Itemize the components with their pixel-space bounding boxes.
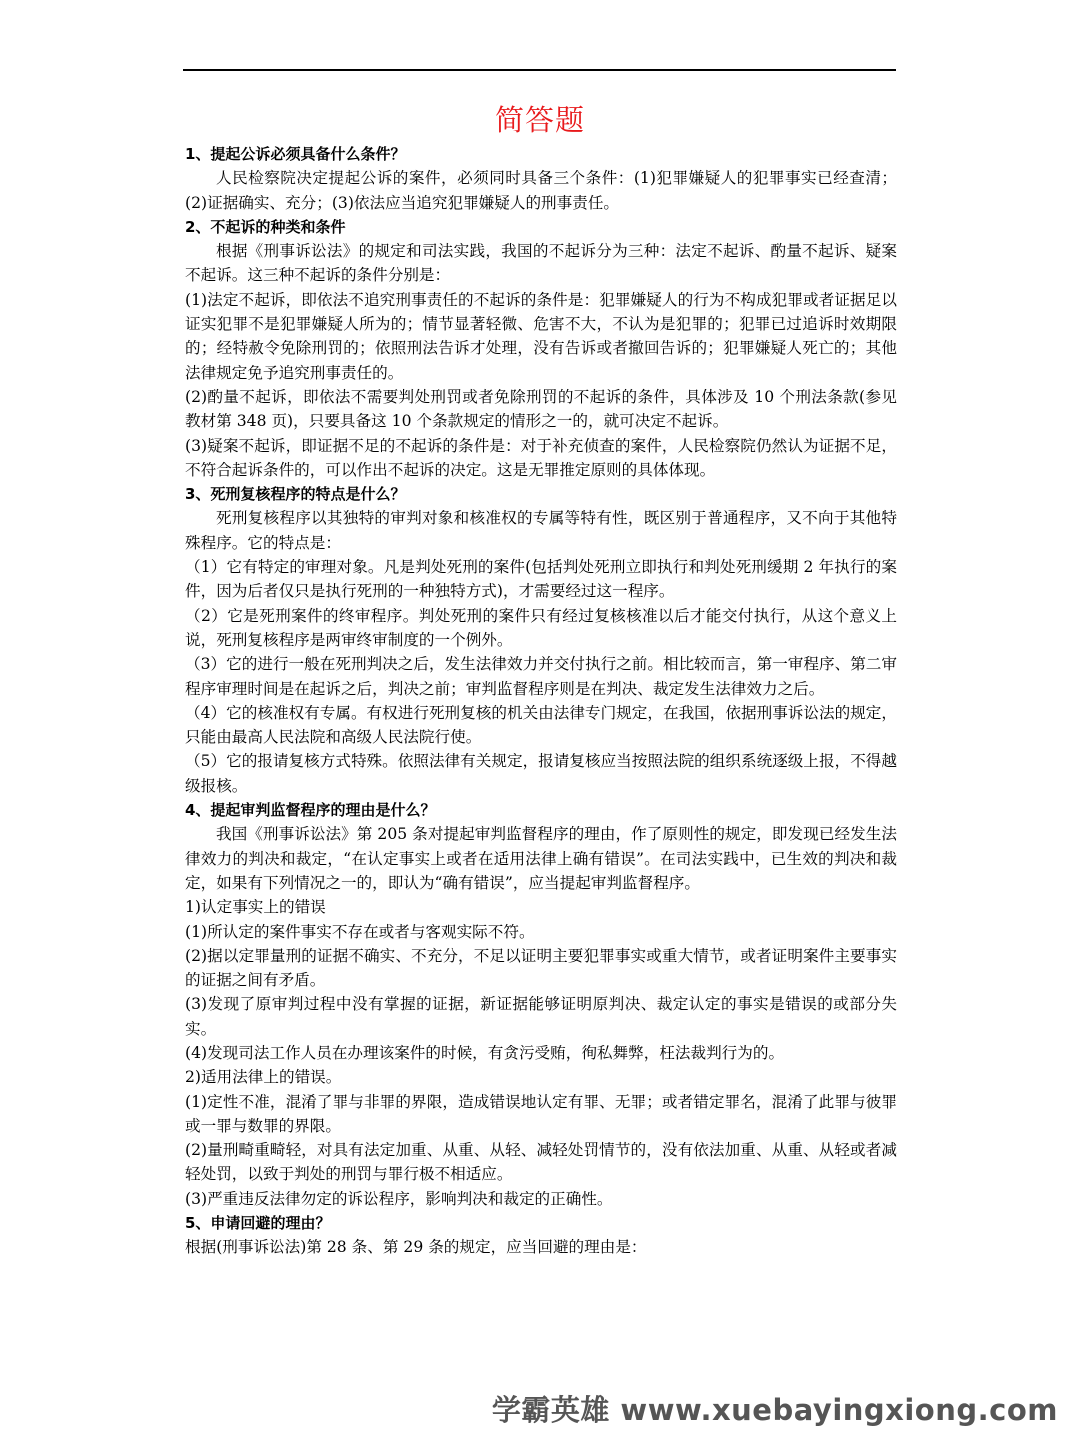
paragraph: （3）它的进行一般在死刑判决之后，发生法律效力并交付执行之前。相比较而言，第一审程序、第二审程序审理时间是在起诉之后，判决之前；审判监督程序则是在判决、裁定发生法律效力之后。: [185, 655, 897, 698]
paragraph: (1)所认定的案件事实不存在或者与客观实际不符。: [185, 922, 535, 941]
question-5-heading: 5、申请回避的理由？: [185, 1214, 331, 1233]
page-title: 简答题: [494, 103, 585, 137]
paragraph: 根据《刑事诉讼法》的规定和司法实践，我国的不起诉分为三种：法定不起诉、酌量不起诉、疑案不起诉。这三种不起诉的条件分别是：: [185, 242, 897, 285]
paragraph: （5）它的报请复核方式特殊。依照法律有关规定，报请复核应当按照法院的组织系统逐级上报，不得越级报核。: [185, 752, 897, 795]
document-body: [185, 142, 897, 1260]
paragraph: 根据(刑事诉讼法)第 28 条、第 29 条的规定，应当回避的理由是：: [185, 1238, 647, 1257]
question-2-heading: 2、不起诉的种类和条件: [185, 217, 346, 236]
paragraph: (1)法定不起诉，即依法不追究刑事责任的不起诉的条件是：犯罪嫌疑人的行为不构成犯罪或者证据足以证实犯罪不是犯罪嫌疑人所为的；情节显著轻微、危害不大，不认为是犯罪的；犯罪已过追诉时效期限的；经特赦令免除刑罚的；依照刑法告诉才处理，没有告诉或者撤回告诉的；犯罪嫌疑人死亡的；其他法律规定免予追究刑事责任的。: [185, 290, 897, 382]
paragraph: (2)量刑畸重畸轻，对具有法定加重、从重、从轻、减轻处罚情节的，没有依法加重、从重、从轻或者减轻处罚，以致于判处的刑罚与罪行极不相适应。: [185, 1141, 897, 1184]
paragraph: 我国《刑事诉讼法》第 205 条对提起审判监督程序的理由，作了原则性的规定，即发现已经发生法律效力的判决和裁定，“在认定事实上或者在适用法律上确有错误”。在司法实践中，已生效的判决和裁定，如果有下列情况之一的，即认为“确有错误”，应当提起审判监督程序。: [185, 825, 897, 892]
paragraph: (2)酌量不起诉，即依法不需要判处刑罚或者免除刑罚的不起诉的条件，具体涉及 10 个刑法条款(参见教材第 348 页)，只要具备这 10 个条款规定的情形之一的，就可决定不起诉。: [185, 387, 897, 431]
header-rule: [183, 69, 896, 71]
paragraph: （2）它是死刑案件的终审程序。判处死刑的案件只有经过复核核准以后才能交付执行，从这个意义上说，死刑复核程序是两审终审制度的一个例外。: [185, 606, 897, 649]
paragraph: (3)严重违反法律勿定的诉讼程序，影响判决和裁定的正确性。: [185, 1189, 613, 1208]
paragraph: (4)发现司法工作人员在办理该案件的时候，有贪污受贿，徇私舞弊，枉法裁判行为的。: [185, 1043, 785, 1062]
site-watermark: 学霸英雄 www.xuebayingxiong.com: [491, 1393, 1058, 1427]
paragraph: （1）它有特定的审理对象。凡是判处死刑的案件(包括判处死刑立即执行和判处死刑缓期 2 年执行的案件，因为后者仅只是执行死刑的一种独特方式)，才需要经过这一程序。: [185, 558, 897, 601]
question-3-heading: 3、死刑复核程序的特点是什么？: [185, 485, 406, 504]
paragraph: 人民检察院决定提起公诉的案件，必须同时具备三个条件：(1)犯罪嫌疑人的犯罪事实已经查清；(2)证据确实、充分；(3)依法应当追究犯罪嫌疑人的刑事责任。: [185, 169, 897, 212]
paragraph: (1)定性不准，混淆了罪与非罪的界限，造成错误地认定有罪、无罪；或者错定罪名，混淆了此罪与彼罪或一罪与数罪的界限。: [185, 1092, 897, 1135]
paragraph: 1)认定事实上的错误: [185, 898, 326, 917]
question-4-heading: 4、提起审判监督程序的理由是什么？: [185, 801, 436, 820]
paragraph: 2)适用法律上的错误。: [185, 1068, 342, 1087]
paragraph: (3)疑案不起诉，即证据不足的不起诉的条件是：对于补充侦查的案件，人民检察院仍然认为证据不足，不符合起诉条件的，可以作出不起诉的决定。这是无罪推定原则的具体体现。: [185, 436, 897, 479]
paragraph: (2)据以定罪量刑的证据不确实、不充分，不足以证明主要犯罪事实或重大情节，或者证明案件主要事实的证据之间有矛盾。: [185, 946, 897, 990]
paragraph: (3)发现了原审判过程中没有掌握的证据，新证据能够证明原判决、裁定认定的事实是错误的或部分失实。: [185, 995, 897, 1038]
paragraph: （4）它的核准权有专属。有权进行死刑复核的机关由法律专门规定，在我国，依据刑事诉讼法的规定，只能由最高人民法院和高级人民法院行使。: [185, 703, 897, 747]
paragraph: 死刑复核程序以其独特的审判对象和核准权的专属等特有性，既区别于普通程序，又不向于其他特殊程序。它的特点是：: [185, 509, 897, 552]
question-1-heading: 1、提起公诉必须具备什么条件？: [185, 145, 406, 163]
